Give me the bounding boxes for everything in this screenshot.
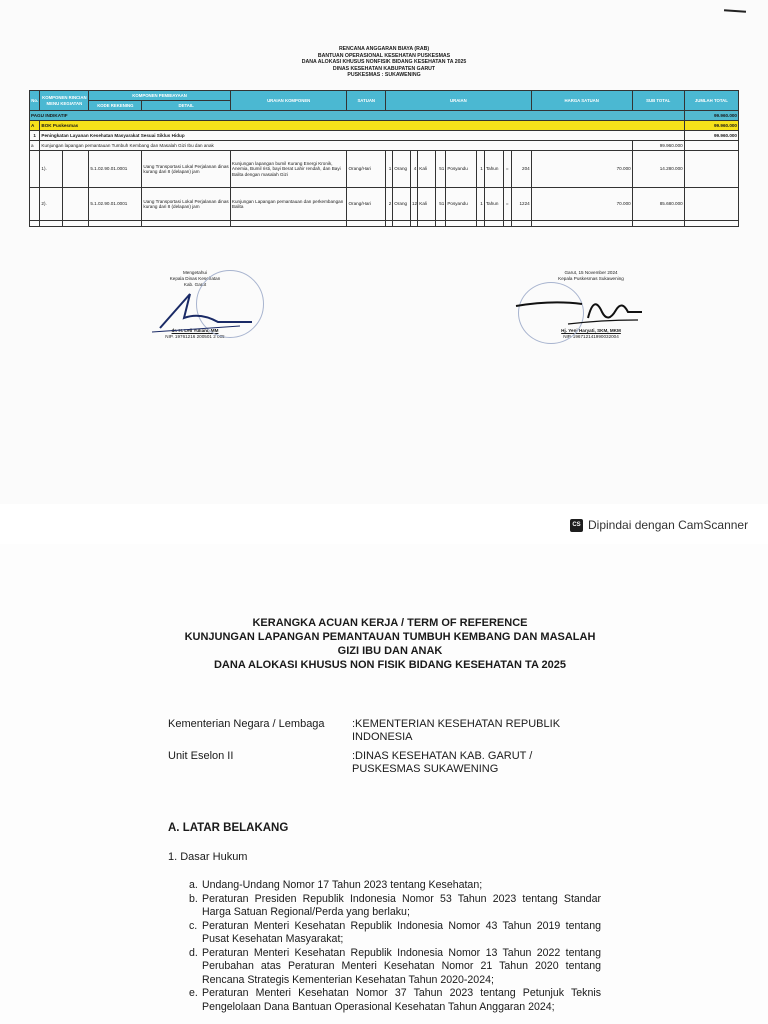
pagu-label: PAGU INDIKATIF (30, 111, 685, 121)
list-marker: d. (189, 946, 198, 959)
row-detail: Uang Transportasi Lokal Perjalanan dinas kurang dari 8 (delapan) jam (142, 151, 231, 188)
activity-row (30, 141, 739, 151)
row-harga: 70.000 (531, 151, 632, 188)
tor-page (0, 544, 768, 1024)
program-label: Peningkatan Layanan Kesehatan Masyarakat Sesuai Siklus Hidup (40, 131, 684, 141)
empty-cell (30, 188, 40, 221)
meta-value (352, 750, 768, 776)
empty-cell (684, 188, 738, 221)
header-line: DANA ALOKASI KHUSUS NONFISIK BIDANG KESEHATAN TA 2025 (301, 59, 467, 66)
pagu-row (30, 111, 739, 121)
row-qty: 2 (386, 188, 393, 221)
row-qty: 51 (435, 151, 445, 188)
meta-value-line: PUSKESMAS SUKAWENING (352, 763, 499, 775)
tor-title-line: KERANGKA ACUAN KERJA / TERM OF REFERENCE (252, 617, 528, 629)
row-unit: Posyandu (446, 188, 476, 221)
col-uraian-komponen: URAIAN KOMPONEN (230, 91, 347, 111)
row-qty: 12 (410, 188, 417, 221)
row-kode: 5.1.02.90.01.0001 (89, 151, 142, 188)
col-komponen: KOMPONEN RINCIAN MENU KEGIATAN (40, 91, 89, 111)
row-uraian-komponen: Kunjungan lapangan bumil Kurang Energi Kronik, Anemia, Bumil risti, bayi Berat Lahir rendah, dan Bayi Balita dengan masalah Gizi (230, 151, 347, 188)
table-row (30, 151, 739, 188)
header-line: PUSKESMAS : SUKAWENING (347, 72, 421, 79)
rab-header (0, 46, 768, 79)
table-row (30, 188, 739, 221)
signature-right (512, 290, 652, 332)
legal-basis-list (189, 879, 601, 1014)
row-satuan: Orang/Hari (347, 188, 386, 221)
signature-left (140, 288, 260, 336)
sign-role: Kepala Dinas Kesehatan (169, 276, 221, 281)
col-uraian: URAIAN (386, 91, 532, 111)
row-vol: 204 (511, 151, 531, 188)
header-line: DINAS KESEHATAN KABUPATEN GARUT (332, 65, 436, 72)
bok-label: BOK Puskesmas (40, 121, 684, 131)
empty-cell (30, 151, 40, 188)
list-item (189, 920, 601, 947)
col-jumlah: JUMLAH TOTAL (684, 91, 738, 111)
camscanner-logo-icon: CS (570, 519, 583, 532)
row-subtotal: 14.280.000 (632, 151, 684, 188)
pagu-value: 99.960.000 (684, 111, 738, 121)
camscanner-bar (0, 504, 768, 544)
row-satuan: Orang/Hari (347, 151, 386, 188)
meta-value (352, 718, 768, 744)
program-value: 99.960.000 (684, 131, 738, 141)
list-item (189, 879, 601, 893)
sign-caption: Mengetahui (182, 270, 207, 275)
section-heading: A. LATAR BELAKANG (168, 822, 289, 834)
sign-name: dr. H. Leli Yuliani, MM (171, 328, 219, 333)
row-unit: Orang (393, 151, 411, 188)
row-no: 2). (40, 188, 63, 221)
row-eq: = (503, 188, 511, 221)
meta-value-line: INDONESIA (352, 731, 413, 743)
sign-nip: NIP. 196712141990032004 (563, 334, 619, 339)
activity-label: Kunjungan lapangan pemantauan Tumbuh Kembang dan Masalah Gizi Ibu dan anak (40, 141, 632, 151)
empty-cell (63, 151, 89, 188)
list-marker: b. (189, 892, 198, 905)
row-unit: Kali (418, 188, 436, 221)
list-text: Undang-Undang Nomor 17 Tahun 2023 tentang Kesehatan; (202, 879, 483, 891)
row-unit: Tahun (484, 151, 503, 188)
bok-row (30, 121, 739, 131)
row-qty: 51 (435, 188, 445, 221)
budget-table (29, 90, 739, 227)
row-subtotal: 85.680.000 (632, 188, 684, 221)
empty-cell (63, 188, 89, 221)
list-item (189, 947, 601, 988)
activity-value: 99.960.000 (632, 141, 684, 151)
meta-label: Kementerian Negara / Lembaga (168, 718, 325, 730)
empty-cell (684, 141, 738, 151)
row-unit: Orang (393, 188, 411, 221)
row-no: 1). (40, 151, 63, 188)
sign-role: Kepala Puskesmas Sukawening (558, 276, 624, 281)
table-row-empty (30, 221, 739, 227)
list-marker: c. (189, 919, 198, 932)
row-harga: 70.000 (531, 188, 632, 221)
row-detail: Uang Transportasi Lokal Perjalanan dinas kurang dari 8 (delapan) jam (142, 188, 231, 221)
col-satuan: SATUAN (347, 91, 386, 111)
list-marker: e. (189, 987, 198, 999)
row-unit: Posyandu (446, 151, 476, 188)
list-item (189, 893, 601, 920)
list-text: Peraturan Menteri Kesehatan Republik Indonesia Nomor 13 Tahun 2022 tentang Perubahan atas Peraturan Menteri Kesehatan Nomor 21 Tahun 2020 tentang Rencana Strategis Kementerian Kesehatan Tahun 2020-2024; (202, 946, 601, 986)
empty-cell (684, 151, 738, 188)
meta-value-line: :DINAS KESEHATAN KAB. GARUT / (352, 750, 533, 762)
col-kode: KODE REKENING (89, 101, 142, 111)
pen-mark (724, 9, 746, 13)
list-text: Peraturan Menteri Kesehatan Nomor 37 Tahun 2023 tentang Petunjuk Teknis Pengelolaan Dana Bantuan Operasional Kesehatan Tahun Anggaran 2024; (202, 987, 601, 1013)
list-marker: a. (189, 879, 198, 891)
bok-code: A (30, 121, 40, 131)
list-text: Peraturan Menteri Kesehatan Republik Indonesia Nomor 43 Tahun 2019 tentang Pusat Kesehatan Masyarakat; (202, 919, 601, 945)
sign-nip: NIP. 19761216 200501 2 005 (165, 334, 225, 339)
col-pembiayaan: KOMPONEN PEMBIAYAAN (89, 91, 231, 101)
budget-sheet-page (0, 0, 768, 504)
row-qty: 1 (386, 151, 393, 188)
col-detail: DETAIL (142, 101, 231, 111)
sign-date: Garut, 15 November 2024 (564, 270, 618, 275)
tor-title-line: DANA ALOKASI KHUSUS NON FISIK BIDANG KESEHATAN TA 2025 (213, 659, 567, 671)
row-unit: Tahun (484, 188, 503, 221)
row-unit: Kali (418, 151, 436, 188)
sign-role: Kab. Garut (183, 282, 207, 287)
activity-code: a (30, 141, 40, 151)
row-qty: 1 (476, 188, 484, 221)
program-no: 1 (30, 131, 40, 141)
meta-value-line: :KEMENTERIAN KESEHATAN REPUBLIK (352, 718, 561, 730)
tor-title (150, 616, 630, 672)
row-vol: 1224 (511, 188, 531, 221)
list-text: Peraturan Presiden Republik Indonesia Nomor 53 Tahun 2023 tentang Standar Harga Satuan Regional/Perda yang berlaku; (202, 892, 601, 918)
row-eq: = (503, 151, 511, 188)
tor-title-line: KUNJUNGAN LAPANGAN PEMANTAUAN TUMBUH KEMBANG DAN MASALAH (184, 631, 596, 643)
tor-title-line: GIZI IBU DAN ANAK (337, 645, 443, 657)
sign-name: Hj. Yeni Haryati, SKM, MKM (561, 328, 621, 333)
col-harga: HARGA SATUAN (531, 91, 632, 111)
program-row (30, 131, 739, 141)
col-subtotal: SUB TOTAL (632, 91, 684, 111)
row-kode: 5.1.02.90.01.0001 (89, 188, 142, 221)
header-line: BANTUAN OPERASIONAL KESEHATAN PUSKESMAS (317, 52, 451, 59)
camscanner-text: Dipindai dengan CamScanner (588, 518, 749, 532)
list-item (189, 987, 601, 1014)
bok-value: 99.960.000 (684, 121, 738, 131)
subsection-heading: 1. Dasar Hukum (168, 851, 248, 863)
meta-label: Unit Eselon II (168, 750, 234, 762)
header-line: RENCANA ANGGARAN BIAYA (RAB) (338, 46, 430, 52)
row-uraian-komponen: Kunjungan Lapangan pemantauan dan perkembangan Balita (230, 188, 347, 221)
col-no: No. (30, 91, 40, 111)
row-qty: 1 (476, 151, 484, 188)
row-qty: 4 (410, 151, 417, 188)
